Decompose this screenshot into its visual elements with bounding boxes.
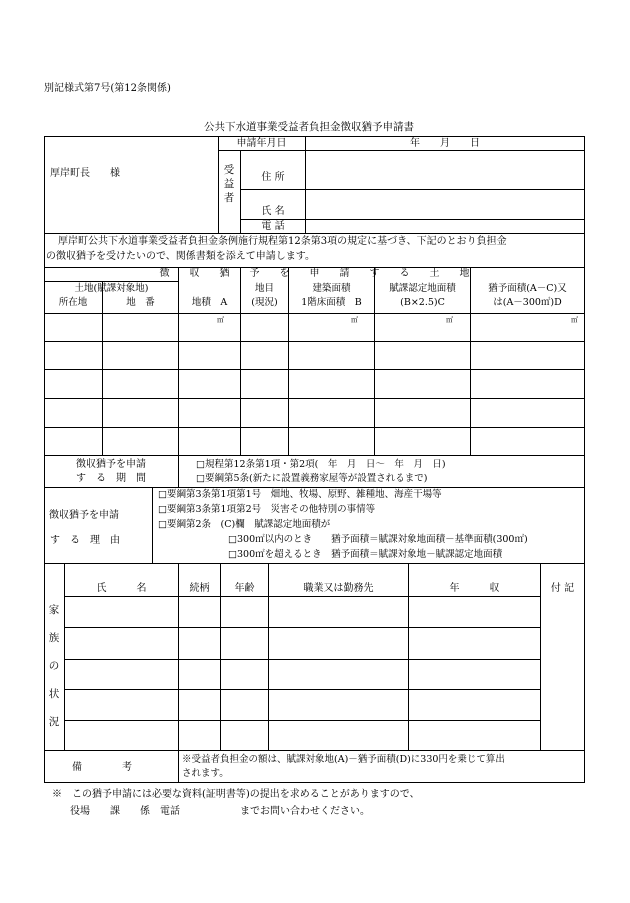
col-category: 地目 bbox=[254, 283, 274, 294]
family-status-label: 家 族 の 状 況 bbox=[48, 604, 60, 728]
name-label: 氏 名 bbox=[261, 206, 285, 217]
col-category-sub: (現況) bbox=[251, 297, 278, 308]
period-option-2[interactable]: □要綱第5条(新たに設置義務家屋等が設置されるまで) bbox=[196, 473, 428, 484]
phone-label: 電 話 bbox=[261, 221, 285, 232]
unit-assessed: ㎡ bbox=[446, 316, 453, 324]
reason-option-2[interactable]: □要綱第3条第1項第2号 災害その他特別の事情等 bbox=[158, 504, 376, 515]
address-label: 住 所 bbox=[261, 172, 285, 183]
unit-area: ㎡ bbox=[217, 316, 224, 324]
name-field[interactable] bbox=[306, 190, 584, 219]
remarks-text-1: ※受益者負担金の額は、賦課対象地(A)－猶予面積(D)に330円を乗じて算出 bbox=[182, 754, 505, 765]
reason-label-2: す る 理 由 bbox=[50, 535, 120, 546]
reason-option-3a[interactable]: □300㎡以内のとき 猶予面積＝賦課対象地面積－基準面積(300㎡) bbox=[228, 534, 528, 545]
reason-option-3[interactable]: □要綱第2条 (C)欄 賦課認定地面積が bbox=[158, 519, 331, 530]
beneficiary-label: 受 益 者 bbox=[223, 164, 235, 204]
col-age: 年齢 bbox=[234, 583, 255, 594]
addressee: 厚岸町長 様 bbox=[50, 168, 120, 179]
col-lot-number: 地 番 bbox=[126, 297, 155, 308]
application-date-value[interactable]: 年 月 日 bbox=[410, 138, 480, 149]
remarks-text-2: されます。 bbox=[182, 768, 229, 779]
col-relationship: 続柄 bbox=[189, 583, 210, 594]
period-option-1[interactable]: □規程第12条第1項・第2項( 年 月 日～ 年 月 日) bbox=[196, 459, 446, 470]
col-income: 年 収 bbox=[449, 583, 500, 594]
form-number: 別記様式第7号(第12条関係) bbox=[44, 83, 171, 94]
period-label-2: す る 期 間 bbox=[76, 473, 146, 484]
col-building-area: 建築面積 bbox=[312, 283, 351, 294]
unit-deferred: ㎡ bbox=[571, 316, 578, 324]
col-assessed-area-sub: (B×2.5)C bbox=[400, 297, 445, 308]
land-entry-rows[interactable] bbox=[45, 314, 584, 455]
period-label: 徴収猶予を申請 bbox=[76, 459, 146, 470]
col-deferred-area: 猶予面積(A－C)又 bbox=[488, 283, 567, 294]
reason-option-1[interactable]: □要綱第3条第1項第1号 畑地、牧場、原野、雑種地、海産干場等 bbox=[158, 489, 442, 500]
phone-field[interactable] bbox=[306, 220, 584, 233]
unit-building: ㎡ bbox=[351, 316, 358, 324]
col-building-area-sub: 1階床面積 B bbox=[301, 297, 362, 308]
col-location: 所在地 bbox=[58, 297, 88, 308]
col-family-name: 氏 名 bbox=[96, 583, 147, 594]
land-group-header: 土地(賦課対象地) bbox=[74, 283, 149, 294]
reason-label: 徴収猶予を申請 bbox=[49, 510, 119, 521]
statement-line-2: の徴収猶予を受けたいので、関係書類を添えて申請します。 bbox=[46, 251, 315, 262]
page-title: 公共下水道事業受益者負担金徴収猶予申請書 bbox=[204, 121, 414, 133]
family-entry-rows[interactable] bbox=[65, 597, 540, 750]
application-date-label: 申請年月日 bbox=[236, 138, 287, 149]
col-note: 付 記 bbox=[550, 583, 575, 594]
remarks-label: 備 考 bbox=[72, 762, 132, 773]
col-occupation: 職業又は勤務先 bbox=[303, 583, 374, 594]
reason-option-3b[interactable]: □300㎡を超えるとき 猶予面積＝賦課対象地－賦課認定地面積 bbox=[228, 549, 503, 560]
col-assessed-area: 賦課認定地面積 bbox=[389, 283, 456, 294]
address-field[interactable] bbox=[306, 151, 584, 189]
footer-note-1: ※ この猶予申請には必要な資料(証明書等)の提出を求めることがありますので、 bbox=[52, 789, 420, 800]
land-section-title: 徴 収 猶 予 を 申 請 す る 土 地 bbox=[159, 268, 470, 279]
footer-note-2: 役場 課 係 電話 までお問い合わせください。 bbox=[70, 806, 370, 817]
statement-line-1: 厚岸町公共下水道事業受益者負担金条例施行規程第12条第3項の規定に基づき、下記のとおり負担金 bbox=[58, 236, 507, 247]
col-deferred-area-sub: は(A－300㎡)D bbox=[493, 297, 562, 308]
col-area: 地積 A bbox=[191, 297, 228, 308]
